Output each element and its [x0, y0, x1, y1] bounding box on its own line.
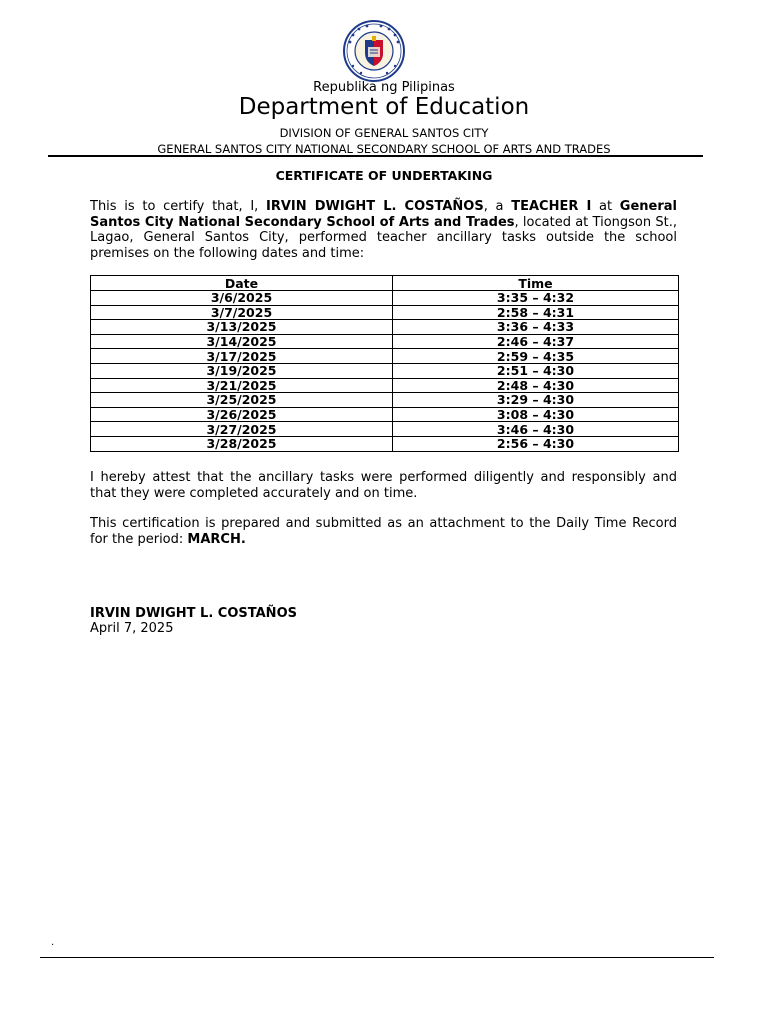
- date-cell: 3/7/2025: [91, 305, 393, 320]
- time-cell: 2:59 – 4:35: [393, 349, 679, 364]
- table-row: [91, 305, 679, 320]
- para1-text-4: , located at Tiongson St., Lagao, General Santos City, performed teacher ancillary tasks outside the school premises on the following dates and time:: [90, 214, 677, 261]
- republic-line: Republika ng Pilipinas: [313, 80, 455, 95]
- date-cell: 3/6/2025: [91, 291, 393, 306]
- table-row: [91, 422, 679, 437]
- time-cell: 3:36 – 4:33: [393, 320, 679, 335]
- time-column-header: Time: [393, 276, 679, 291]
- date-cell: 3/21/2025: [91, 378, 393, 393]
- deped-seal-logo: [339, 20, 409, 82]
- table-row: [91, 334, 679, 349]
- date-cell: 3/19/2025: [91, 363, 393, 378]
- signature-date: April 7, 2025: [90, 621, 174, 636]
- attestation-paragraph: I hereby attest that the ancillary tasks were performed diligently and responsibly and that they were completed accurately and on time.: [90, 470, 677, 501]
- table-row: [91, 393, 679, 408]
- table-row: [91, 320, 679, 335]
- table-row: [91, 407, 679, 422]
- time-cell: 2:58 – 4:31: [393, 305, 679, 320]
- time-cell: 3:29 – 4:30: [393, 393, 679, 408]
- date-cell: 3/26/2025: [91, 407, 393, 422]
- table-row: [91, 349, 679, 364]
- para3-text: This certification is prepared and submitted as an attachment to the Daily Time Record for the period:: [90, 516, 677, 547]
- table-row: [91, 378, 679, 393]
- school-line: GENERAL SANTOS CITY NATIONAL SECONDARY SCHOOL OF ARTS AND TRADES: [157, 142, 611, 156]
- time-cell: 3:46 – 4:30: [393, 422, 679, 437]
- footer-divider: [40, 957, 714, 958]
- table-row: [91, 363, 679, 378]
- time-cell: 2:48 – 4:30: [393, 378, 679, 393]
- time-cell: 2:51 – 4:30: [393, 363, 679, 378]
- time-cell: 2:46 – 4:37: [393, 334, 679, 349]
- department-title: Department of Education: [238, 94, 530, 120]
- table-row: [91, 436, 679, 451]
- para1-text-2: , a: [483, 199, 512, 214]
- footer-mark: .: [51, 937, 55, 948]
- school-name: General Santos City National Secondary School of Arts and Trades: [90, 199, 677, 230]
- date-cell: 3/13/2025: [91, 320, 393, 335]
- period-value: MARCH.: [187, 531, 246, 547]
- time-cell: 2:56 – 4:30: [393, 436, 679, 451]
- header-divider: [48, 155, 703, 157]
- time-cell: 3:35 – 4:32: [393, 291, 679, 306]
- date-cell: 3/28/2025: [91, 436, 393, 451]
- date-column-header: Date: [91, 276, 393, 291]
- table-header-row: [91, 276, 679, 291]
- certification-paragraph: [90, 199, 677, 261]
- signer-name: IRVIN DWIGHT L. COSTAÑOS: [90, 606, 297, 621]
- dates-table: [90, 275, 679, 452]
- date-cell: 3/25/2025: [91, 393, 393, 408]
- division-line: DIVISION OF GENERAL SANTOS CITY: [279, 126, 489, 140]
- date-cell: 3/14/2025: [91, 334, 393, 349]
- time-cell: 3:08 – 4:30: [393, 407, 679, 422]
- para1-text-3: at: [591, 199, 620, 214]
- table-row: [91, 291, 679, 306]
- certificate-title: CERTIFICATE OF UNDERTAKING: [275, 168, 493, 183]
- submission-paragraph: [90, 516, 677, 547]
- teacher-name: IRVIN DWIGHT L. COSTAÑOS: [266, 199, 484, 214]
- date-cell: 3/17/2025: [91, 349, 393, 364]
- teacher-position: TEACHER I: [511, 199, 592, 214]
- para1-text-1: This is to certify that, I,: [90, 199, 266, 214]
- date-cell: 3/27/2025: [91, 422, 393, 437]
